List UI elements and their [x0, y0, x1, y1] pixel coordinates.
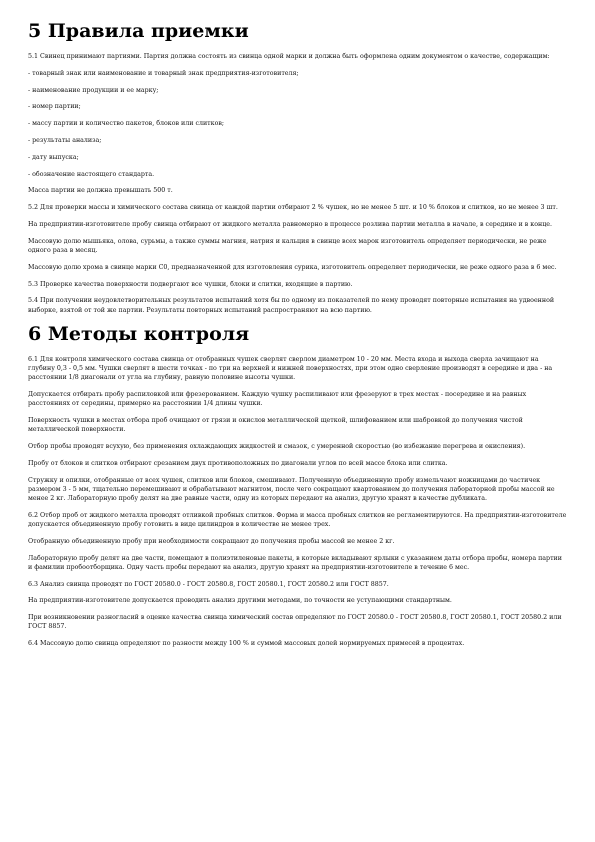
- paragraph-periodic-monthly: Массовую долю мышьяка, олова, сурьмы, а также суммы магния, натрия и кальция в свинце всех марок изготовитель определяет периодически, не реже одного раза в месяц.: [28, 237, 547, 254]
- paragraph-blocks-sampling: Пробу от блоков и слитков отбирают срезанием двух противоположных по диагонали углов по всей массе блока или слитка.: [28, 459, 448, 467]
- paragraph-disagreements: При возникновении разногласий в оценке качества свинца химический состав определяют по ГОСТ 20580.0 - ГОСТ 20580.8, ГОСТ 20580.1, ГОСТ 20580.2 или ГОСТ 8857.: [28, 614, 562, 631]
- paragraph-6-4: 6.4 Массовую долю свинца определяют по разности между 100 % и суммой массовых долей нормируемых примесей в процентах.: [28, 640, 465, 648]
- paragraph-5-3: 5.3 Проверке качества поверхности подвергают все чушки, блоки и слитки, входящие в партию.: [28, 280, 353, 288]
- list-item-trademark: - товарный знак или наименование и товарный знак предприятия-изготовителя;: [28, 69, 299, 77]
- paragraph-lab-sample: Лабораторную пробу делят на две части, помещают в полиэтиленовые пакеты, в которые вкладывают ярлыки с указанием даты отбора пробы, номера партии и фамилии пробоотборщика. Одну часть пробы передают на анализ, другую хранят на предприятии-изготовителе в течение 6 мес.: [28, 554, 562, 571]
- section-5-title: 5 Правила приемки: [28, 20, 249, 42]
- paragraph-chips-mixing: Стружку и опилки, отобранные от всех чушек, слитков или блоков, смешивают. Полученную объединенную пробу измельчают ножницами до частичек размером 3 - 5 мм, тщательно перемешивают и обрабатывают магнитом, после чего сокращают квартованием до получения лабораторной пробы массой не менее 2 кг. Лабораторную пробу делят на две равные части, одну из которых передают на анализ, другую хранят в качестве дубликата.: [28, 476, 555, 502]
- list-item-analysis-results: - результаты анализа;: [28, 136, 102, 144]
- paragraph-sampling-liquid: На предприятии-изготовителе пробу свинца отбирают от жидкого металла равномерно в процессе розлива партии металла в начале, в середине и в конце.: [28, 220, 553, 228]
- paragraph-chrome-periodic: Массовую долю хрома в свинце марки С0, предназначенной для изготовления сурика, изготовитель определяет периодически, не реже одного раза в 6 мес.: [28, 263, 557, 271]
- paragraph-6-1: 6.1 Для контроля химического состава свинца от отобранных чушек сверлят сверлом диаметром 10 - 20 мм. Места входа и выхода сверла зачищают на глубину 0,3 - 0,5 мм. Чушки сверлят в шести точках - по три на верхней и нижней поверхностях, при этом одно сверление производят в середине и два - на расстоянии 1/8 диагонали от угла на глубину, равную половине высоты чушки.: [28, 355, 553, 382]
- list-item-standard-designation: - обозначение настоящего стандарта.: [28, 170, 155, 178]
- list-item-product-name: - наименование продукции и ее марку;: [28, 86, 159, 94]
- paragraph-6-2: 6.2 Отбор проб от жидкого металла проводят отливкой пробных слитков. Форма и масса пробных слитков не регламентируются. На предприятии-изготовителе допускается объединенную пробу готовить в виде цилиндров в количестве не менее трех.: [28, 511, 567, 528]
- paragraph-5-2: 5.2 Для проверки массы и химического состава свинца от каждой партии отбирают 2 % чушек, но не менее 5 шт. и 10 % блоков и слитков, но не менее 3 шт.: [28, 204, 558, 212]
- paragraph-sawing: Допускается отбирать пробу распиловкой или фрезерованием. Каждую чушку распиливают или фрезеруют в трех местах - посередине и на равных расстояниях от середины, примерно на расстоянии 1/4 длины чушки.: [28, 390, 527, 408]
- paragraph-other-methods: На предприятии-изготовителе допускается проводить анализ другими методами, по точности не уступающими стандартным.: [28, 597, 452, 605]
- section-6-title: 6 Методы контроля: [28, 322, 250, 345]
- paragraph-sample-reduction: Отобранную объединенную пробу при необходимости сокращают до получения пробы массой не менее 2 кг.: [28, 537, 395, 545]
- list-item-batch-number: - номер партии;: [28, 103, 81, 111]
- paragraph-5-4: 5.4 При получении неудовлетворительных результатов испытаний хотя бы по одному из показателей по нему проводят повторные испытания на удвоенной выборке, взятой от той же партии. Результаты повторных испытаний распространяют на всю партию.: [28, 297, 555, 314]
- paragraph-5-1: 5.1 Свинец принимают партиями. Партия должна состоять из свинца одной марки и должна быть оформлена одним документом о качестве, содержащим:: [28, 53, 550, 60]
- paragraph-dry-sampling: Отбор пробы проводят всухую, без применения охлаждающих жидкостей и смазок, с умеренной скоростью (во избежание перегрева и окисления).: [28, 442, 526, 450]
- paragraph-surface-cleaning: Поверхность чушки в местах отбора проб очищают от грязи и окислов металлической щеткой, шлифованием или шабровкой до получения чистой металлической поверхности.: [28, 416, 523, 434]
- list-item-batch-mass: - массу партии и количество пакетов, блоков или слитков;: [28, 120, 225, 128]
- paragraph-6-3: 6.3 Анализ свинца проводят по ГОСТ 20580.0 - ГОСТ 20580.8, ГОСТ 20580.1, ГОСТ 20580.2 или ГОСТ 8857.: [28, 580, 389, 588]
- list-item-release-date: - дату выпуска;: [28, 153, 79, 161]
- paragraph-batch-mass-limit: Масса партии не должна превышать 500 т.: [28, 187, 173, 195]
